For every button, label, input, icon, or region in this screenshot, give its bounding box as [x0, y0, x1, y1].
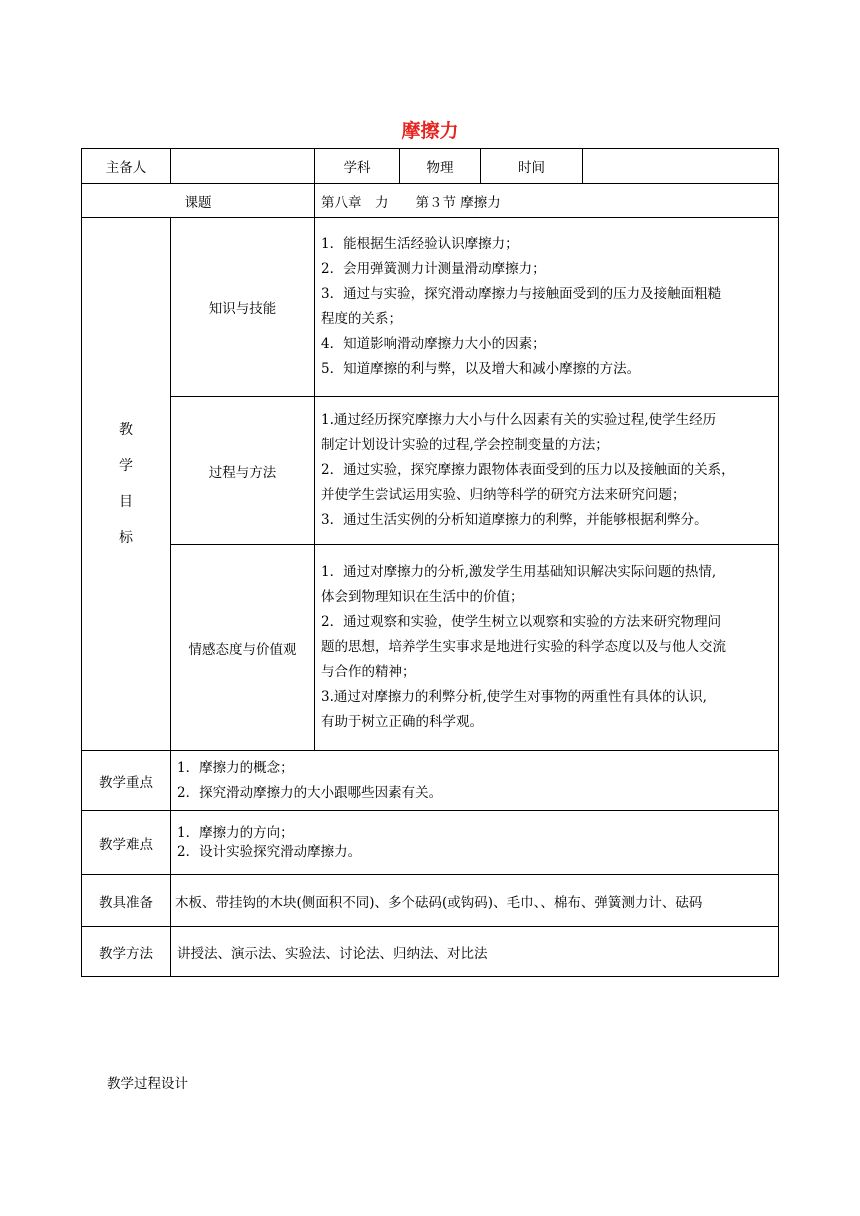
- objective-label-attitude: 情感态度与价值观: [171, 545, 315, 751]
- key-points-content: 1．摩擦力的概念； 2．探究滑动摩擦力的大小跟哪些因素有关。: [171, 751, 779, 811]
- difficulties-content: 1．摩擦力的方向； 2．设计实验探究滑动摩擦力。: [171, 811, 779, 875]
- key-points-row: [82, 751, 779, 811]
- objective-content-process: 1.通过经历探究摩擦力大小与什么因素有关的实验过程,使学生经历 制定计划设计实验的过程,学会控制变量的方法； 2．通过实验，探究摩擦力跟物体表面受到的压力以及接触面的关系， 并使学生尝试运用实验、归纳等科学的研究方法来研究问题； 3．通过生活实例的分析知道摩擦力的利弊，并能够根据利弊分。: [315, 397, 779, 545]
- difficulties-label: 教学难点: [82, 811, 171, 875]
- objectives-label: 教 学 目 标: [82, 218, 171, 751]
- lesson-plan-table: [81, 148, 779, 977]
- tools-row: [82, 875, 779, 927]
- methods-label: 教学方法: [82, 927, 171, 977]
- objective-label-knowledge: 知识与技能: [171, 218, 315, 397]
- tools-content: 木板、带挂钩的木块(侧面积不同)、多个砝码(或钩码)、毛巾、、棉布、弹簧测力计、砝码: [171, 875, 779, 927]
- subject-value: 物理: [400, 149, 481, 184]
- methods-row: [82, 927, 779, 977]
- objective-content-attitude: 1．通过对摩擦力的分析,激发学生用基础知识解决实际问题的热情, 体会到物理知识在生活中的价值； 2．通过观察和实验，使学生树立以观察和实验的方法来研究物理问 题的思想，培养学生实事求是地进行实验的科学态度以及与他人交流 与合作的精神； 3.通过对摩擦力的利弊分析,使学生对事物的两重性有具体的认识, 有助于树立正确的科学观。: [315, 545, 779, 751]
- section-heading: 教学过程设计: [107, 1076, 188, 1092]
- objective-row-attitude: [82, 545, 779, 751]
- objective-label-process: 过程与方法: [171, 397, 315, 545]
- preparer-label: 主备人: [82, 149, 171, 184]
- preparer-value: [171, 149, 315, 184]
- methods-content: 讲授法、演示法、实验法、讨论法、归纳法、对比法: [171, 927, 779, 977]
- objective-content-knowledge: 1．能根据生活经验认识摩擦力； 2．会用弹簧测力计测量滑动摩擦力； 3．通过与实验，探究滑动摩擦力与接触面受到的压力及接触面粗糙 程度的关系； 4．知道影响滑动摩擦力大小的因素； 5．知道摩擦的利与弊，以及增大和减小摩擦的方法。: [315, 218, 779, 397]
- difficulties-row: [82, 811, 779, 875]
- subject-label: 学科: [315, 149, 400, 184]
- objective-row-process: [82, 397, 779, 545]
- key-points-label: 教学重点: [82, 751, 171, 811]
- topic-value: 第八章 力 第３节 摩擦力: [315, 184, 779, 218]
- topic-label: 课题: [82, 184, 315, 218]
- tools-label: 教具准备: [82, 875, 171, 927]
- page-title: 摩擦力: [401, 120, 459, 142]
- header-row: [82, 149, 779, 184]
- objective-row-knowledge: [82, 218, 779, 397]
- time-label: 时间: [481, 149, 583, 184]
- time-value: [583, 149, 779, 184]
- topic-row: [82, 184, 779, 218]
